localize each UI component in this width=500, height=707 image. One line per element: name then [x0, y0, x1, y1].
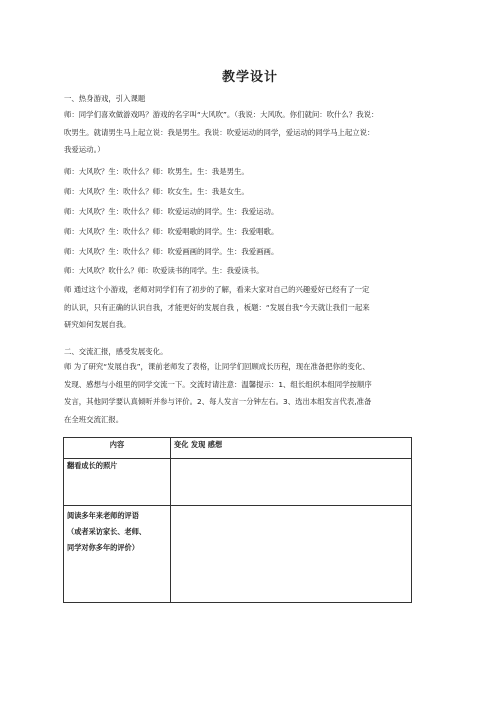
summary-paragraph	[64, 281, 438, 334]
table-cell-empty	[171, 459, 412, 506]
intro-paragraph	[64, 106, 438, 159]
summary-line: 师 通过这个小游戏，老师对同学们有了初步的了解，看来大家对自己的兴趣爱好已经有了一定	[64, 285, 370, 294]
summary-line: 的认识，只有正确的认识自我，才能更好的发展自我 ，板题：“发展自我”今天就让我们一起来	[64, 302, 370, 312]
intro-line: 师：同学们喜欢做游戏吗？游戏的名字叫“大风吹”。（我说：大风吹。你们就问：吹什么？我说：	[64, 110, 379, 119]
exchange-line: 在全班交流汇报。	[64, 414, 124, 424]
exchange-paragraph	[64, 358, 438, 428]
intro-line: 我爱运动。）	[64, 145, 105, 154]
section2-heading: 二、交流汇报，感受发展变化。	[64, 347, 168, 356]
table-cell-empty	[171, 506, 412, 603]
section1-heading: 一、热身游戏，引入课题	[64, 94, 146, 103]
table-row	[64, 459, 412, 506]
table-row-label	[64, 506, 171, 603]
growth-table	[63, 437, 412, 603]
dialog-line: 师：大风吹？生：吹什么？师：吹爱唱歌的同学。生：我爱唱歌。	[64, 227, 279, 236]
summary-line: 研究如何发展自我。	[64, 320, 131, 329]
exchange-line: 发现、感想与小组里的同学交流一下。交流时请注意：温馨提示：1、组长组织本组同学按顺序	[64, 379, 372, 389]
dialog-line: 师：大风吹？生：吹什么？师：吹女生。生：我是女生。	[64, 187, 249, 196]
table-row-label-line: 阅读多年来老师的评语	[67, 511, 139, 520]
table-row	[64, 506, 412, 603]
dialog-line: 师：大风吹？生：吹什么？师：吹爱画画的同学。生：我爱画画。	[64, 247, 279, 256]
intro-line: 吹男生。就请男生马上起立说：我是男生。我说：吹爱运动的同学，爱运动的同学马上起立说：	[64, 127, 375, 137]
dialog-line: 师：大风吹？吹什么？师：吹爱读书的同学。生：我爱读书。	[64, 266, 264, 275]
table-row-label-line: 同学对你多年的评价）	[67, 543, 139, 552]
dialog-line: 师：大风吹？生：吹什么？师：吹男生。生：我是男生。	[64, 167, 249, 176]
exchange-line: 发言，其他同学要认真倾听并参与评价。2、每人发言一分钟左右。3、选出本组发言代表,准备	[64, 397, 372, 406]
table-row-label-line: （或者采访家长、老师、	[67, 527, 147, 536]
table-header-changes: 变化 发现 感想	[171, 438, 412, 459]
table-row-label: 翻看成长的照片	[64, 459, 171, 506]
table-header-content: 内容	[64, 438, 171, 459]
exchange-line: 师 为了研究“发展自我”，课前老师发了表格，让同学们回顾成长历程，现在准备把你的变化、	[64, 362, 370, 371]
document-title: 教学设计	[221, 70, 278, 85]
table-header-row	[64, 438, 412, 459]
dialog-line: 师：大风吹？生：吹什么？师：吹爱运动的同学。生：我爱运动。	[64, 207, 279, 216]
